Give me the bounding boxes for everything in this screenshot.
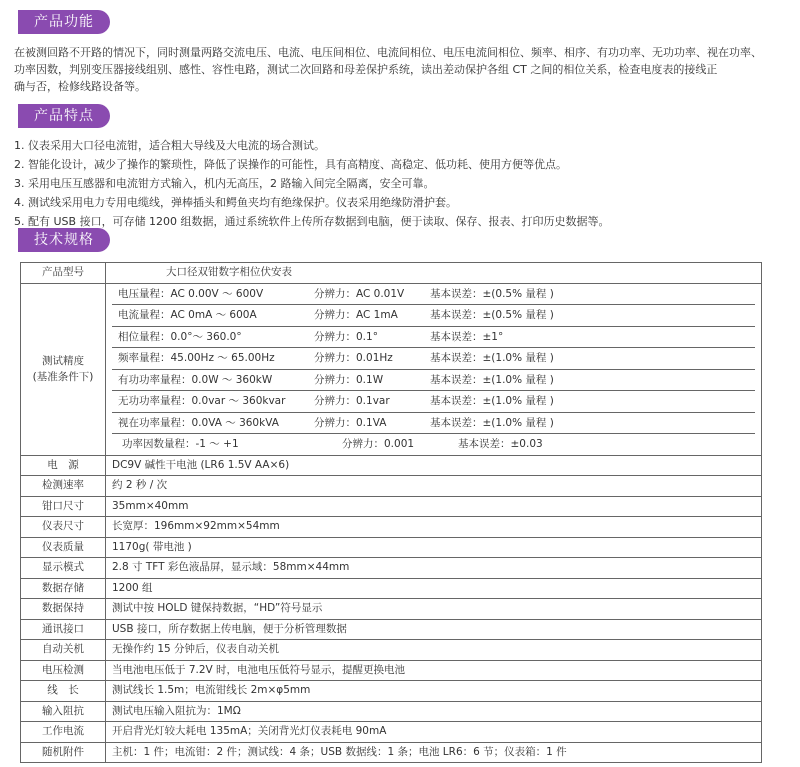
measure-resolution: 分辨力：0.1var: [314, 395, 390, 407]
feature-item: 3. 采用电压互感器和电流钳方式输入，机内无高压，2 路输入间完全隔离，安全可靠。: [14, 177, 435, 190]
measure-resolution: 分辨力：0.1°: [314, 330, 378, 343]
spec-table: [20, 262, 762, 763]
table-row: [21, 476, 762, 497]
table-row: [21, 660, 762, 681]
spec-value: 测试线长 1.5m；电流钳线长 2m×φ5mm: [106, 681, 762, 702]
spec-label: 数据存储: [21, 578, 106, 599]
accuracy-label: [21, 283, 106, 455]
measure-row: [112, 391, 755, 413]
spec-value: 约 2 秒 / 次: [106, 476, 762, 497]
spec-label: 随机附件: [21, 742, 106, 763]
spec-value: 测试电压输入阻抗为：1MΩ: [106, 701, 762, 722]
measure-error: 基本误差：±(1.0% 量程 ): [430, 352, 554, 364]
table-row: [21, 578, 762, 599]
spec-value: 当电池电压低于 7.2V 时，电池电压低符号显示，提醒更换电池: [106, 660, 762, 681]
spec-value: 长宽厚：196mm×92mm×54mm: [106, 517, 762, 538]
accuracy-label-line2: (基准条件下): [32, 371, 94, 383]
table-row: [21, 283, 762, 455]
spec-label: 线 长: [21, 681, 106, 702]
spec-label: 显示模式: [21, 558, 106, 579]
spec-value: DC9V 碱性干电池 (LR6 1.5V AA×6): [106, 455, 762, 476]
table-row: [21, 599, 762, 620]
spec-label: 电压检测: [21, 660, 106, 681]
section-title-function: 产品功能: [18, 10, 110, 34]
table-row: [21, 517, 762, 538]
table-row: [21, 619, 762, 640]
table-row: [21, 537, 762, 558]
feature-item: 4. 测试线采用电力专用电缆线，弹棒插头和鳄鱼夹均有绝缘保护。仪表采用绝缘防滑护套。: [14, 196, 457, 209]
accuracy-label-line1: 测试精度: [42, 355, 84, 367]
measure-resolution: 分辨力：AC 0.01V: [314, 287, 405, 300]
spec-value: 2.8 寸 TFT 彩色液晶屏，显示域：58mm×44mm: [106, 558, 762, 579]
function-line-2: 功率因数，判别变压器接线组别、感性、容性电路，测试二次回路和母差保护系统，读出差动保护各组 CT 之间的相位关系，检查电度表的接线正: [14, 63, 718, 76]
table-row: [21, 263, 762, 284]
spec-label: 自动关机: [21, 640, 106, 661]
function-line-1: 在被测回路不开路的情况下，同时测量两路交流电压、电流、电压间相位、电流间相位、电压电流间相位、频率、相序、有功功率、无功功率、视在功率、: [14, 46, 762, 59]
spec-label: 工作电流: [21, 722, 106, 743]
spec-value: 无操作约 15 分钟后，仪表自动关机: [106, 640, 762, 661]
measure-row: [112, 348, 755, 370]
spec-value: 测试中按 HOLD 键保持数据，“HD”符号显示: [106, 599, 762, 620]
measure-range: 有功功率量程：0.0W ～ 360kW: [118, 373, 273, 386]
spec-label: 钳口尺寸: [21, 496, 106, 517]
spec-value: 35mm×40mm: [106, 496, 762, 517]
table-row: [21, 722, 762, 743]
measure-row: [112, 434, 755, 455]
measure-row: [112, 370, 755, 392]
section-title-features: 产品特点: [18, 104, 110, 128]
measure-error: 基本误差：±1°: [430, 330, 504, 343]
section-title-specs: 技术规格: [18, 228, 110, 252]
measure-range: 频率量程：45.00Hz ～ 65.00Hz: [118, 352, 275, 364]
spec-label: 产品型号: [21, 263, 106, 284]
measure-range: 无功功率量程：0.0var ～ 360kvar: [118, 395, 286, 407]
spec-value: 大口径双钳数字相位伏安表: [106, 263, 762, 284]
spec-value: 主机：1 件；电流钳：2 件；测试线：4 条；USB 数据线：1 条；电池 LR6：6 节；仪表箱：1 件: [106, 742, 762, 763]
spec-value: 1170g( 带电池 ): [106, 537, 762, 558]
measure-error: 基本误差：±(0.5% 量程 ): [430, 309, 554, 321]
measure-resolution: 分辨力：0.1W: [314, 373, 384, 386]
measure-range: 相位量程：0.0°～ 360.0°: [118, 330, 242, 343]
spec-value: USB 接口，所存数据上传电脑，便于分析管理数据: [106, 619, 762, 640]
spec-label: 电 源: [21, 455, 106, 476]
spec-label: 仪表尺寸: [21, 517, 106, 538]
measure-error: 基本误差：±(1.0% 量程 ): [430, 416, 554, 429]
table-row: [21, 640, 762, 661]
measure-row: [112, 284, 755, 306]
measure-row: [112, 327, 755, 349]
measure-row: [112, 413, 755, 435]
measure-row: [112, 305, 755, 327]
measure-resolution: 分辨力：AC 1mA: [314, 309, 398, 321]
spec-label: 通讯接口: [21, 619, 106, 640]
measure-error: 基本误差：±(0.5% 量程 ): [430, 287, 554, 300]
measure-error: 基本误差：±(1.0% 量程 ): [430, 373, 554, 386]
accuracy-block: [106, 283, 762, 455]
spec-label: 检测速率: [21, 476, 106, 497]
measure-range: 功率因数量程：-1 ～ +1: [122, 438, 239, 450]
spec-value: 1200 组: [106, 578, 762, 599]
measure-error: 基本误差：±0.03: [458, 438, 543, 450]
measure-resolution: 分辨力：0.001: [342, 438, 415, 450]
spec-label: 输入阻抗: [21, 701, 106, 722]
feature-item: 5. 配有 USB 接口，可存储 1200 组数据，通过系统软件上传所存数据到电脑，便于读取、保存、报表、打印历史数据等。: [14, 215, 610, 228]
table-row: [21, 701, 762, 722]
table-row: [21, 455, 762, 476]
measure-range: 电压量程：AC 0.00V ～ 600V: [118, 287, 264, 300]
table-row: [21, 496, 762, 517]
measure-range: 电流量程：AC 0mA ～ 600A: [118, 309, 257, 321]
feature-item: 2. 智能化设计，减少了操作的繁琐性，降低了误操作的可能性，具有高精度、高稳定、低功耗、使用方便等优点。: [14, 158, 567, 171]
spec-label: 数据保持: [21, 599, 106, 620]
table-row: [21, 681, 762, 702]
features-list: [14, 136, 784, 231]
function-line-3: 确与否，检修线路设备等。: [14, 80, 146, 93]
table-row: [21, 742, 762, 763]
measure-resolution: 分辨力：0.1VA: [314, 416, 387, 429]
spec-label: 仪表质量: [21, 537, 106, 558]
feature-item: 1. 仪表采用大口径电流钳，适合粗大导线及大电流的场合测试。: [14, 139, 325, 152]
table-row: [21, 558, 762, 579]
measure-range: 视在功率量程：0.0VA ～ 360kVA: [118, 416, 279, 429]
spec-value: 开启背光灯较大耗电 135mA；关闭背光灯仪表耗电 90mA: [106, 722, 762, 743]
measure-error: 基本误差：±(1.0% 量程 ): [430, 395, 554, 407]
measure-resolution: 分辨力：0.01Hz: [314, 352, 393, 364]
